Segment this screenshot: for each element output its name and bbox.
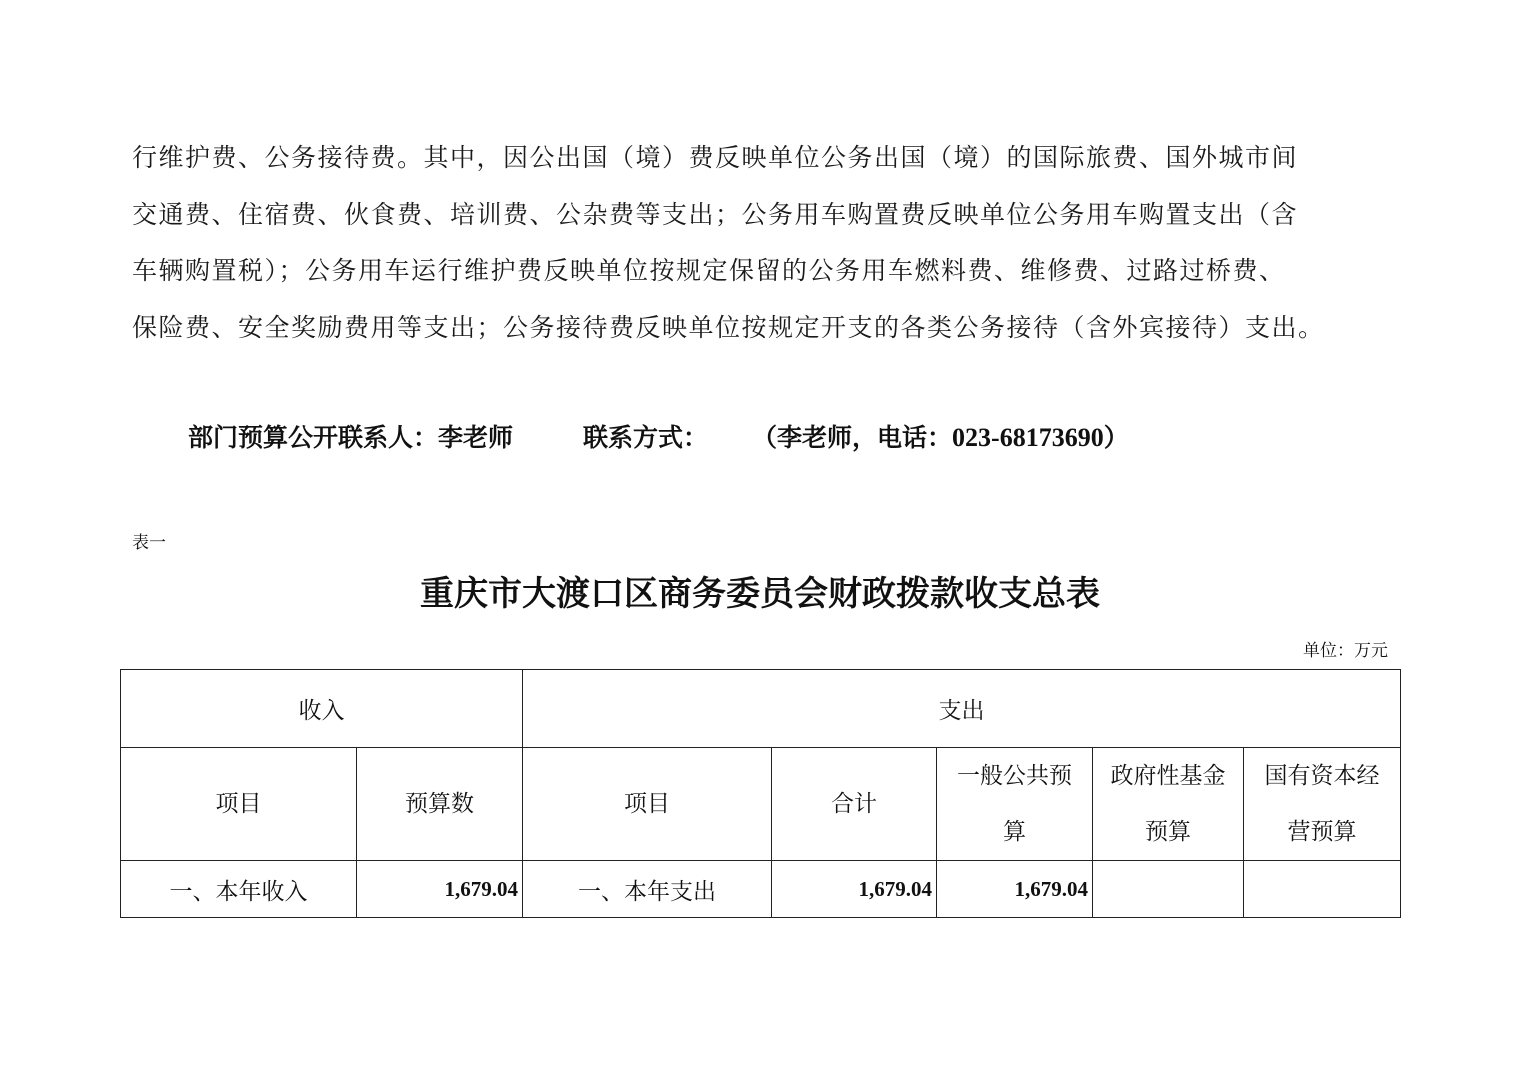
income-header: 收入 [121,670,523,748]
budget-explanation-paragraph [132,130,1392,356]
table-header-row-1 [121,670,1401,748]
table-header-row-2 [121,748,1401,861]
gov-fund-header-line1: 政府性基金 [1110,763,1226,789]
contact-detail [752,418,1129,454]
gov-fund-header-line2: 预算 [1145,819,1191,845]
expense-item-cell: 一、本年支出 [523,861,772,918]
table-title: 重庆市大渡口区商务委员会财政拨款收支总表 [420,574,1100,614]
unit-label: 单位：万元 [1303,641,1388,661]
budget-amount-cell: 1,679.04 [357,861,523,918]
total-header: 合计 [772,748,937,861]
contact-phone: 023-68173690 [952,423,1104,452]
table-number: 表一 [132,533,166,553]
general-budget-header-line1: 一般公共预 [957,763,1072,789]
state-capital-header-line2: 营预算 [1287,819,1357,845]
contact-detail-close: ） [1103,423,1129,452]
paragraph-line: 交通费、住宿费、伙食费、培训费、公杂费等支出；公务用车购置费反映单位公务用车购置支出（含 [132,199,1299,229]
gov-fund-budget-header [1093,748,1244,861]
contact-person: 部门预算公开联系人：李老师 [188,423,514,452]
table-row [121,861,1401,918]
paragraph-line: 车辆购置税）；公务用车运行维护费反映单位按规定保留的公务用车燃料费、维修费、过路过桥费、 [132,256,1286,285]
total-cell: 1,679.04 [772,861,937,918]
state-capital-header-line1: 国有资本经 [1264,763,1380,789]
state-capital-budget-header [1244,748,1401,861]
general-budget-cell: 1,679.04 [937,861,1093,918]
budget-amount-header: 预算数 [357,748,523,861]
contact-line [188,418,1129,454]
paragraph-line: 行维护费、公务接待费。其中，因公出国（境）费反映单位公务出国（境）的国际旅费、国外城市间 [132,143,1299,172]
gov-fund-cell [1093,861,1244,918]
state-capital-cell [1244,861,1401,918]
general-budget-header-line2: 算 [1003,819,1026,845]
income-item-cell: 一、本年收入 [121,861,357,918]
general-budget-header [937,748,1093,861]
expense-item-header: 项目 [523,748,772,861]
income-item-header: 项目 [121,748,357,861]
contact-detail-open: （李老师，电话： [752,423,953,452]
paragraph-line: 保险费、安全奖励费用等支出；公务接待费反映单位按规定开支的各类公务接待（含外宾接待）支出。 [132,312,1325,342]
expense-header: 支出 [523,670,1401,748]
fiscal-appropriation-table [120,669,1401,918]
contact-method-label: 联系方式： [583,423,709,452]
